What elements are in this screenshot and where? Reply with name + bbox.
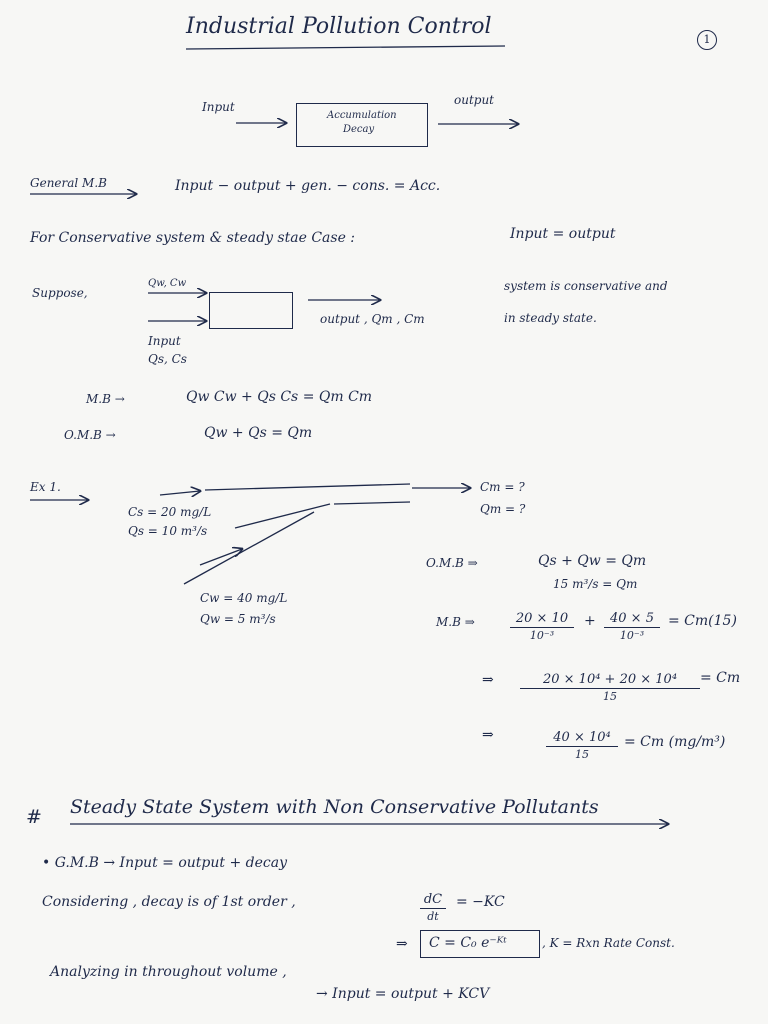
main-pipe-lower [334, 502, 410, 504]
qs-value: Qs = 10 m³/s [128, 524, 208, 538]
conservative-equation: Input = output [510, 226, 616, 242]
fraction-2 [604, 611, 660, 642]
note-line2: in steady state. [504, 311, 597, 325]
system-box [209, 292, 293, 329]
trib-upper [235, 504, 330, 528]
ex-omb-eq2: 15 m³/s = Qm [553, 577, 638, 591]
conservative-text: For Conservative system & steady stae Case : [30, 230, 356, 246]
qs-label: Qs, Cs [148, 352, 187, 366]
fraction-3 [520, 672, 700, 703]
gmb-label: General M.B [30, 176, 107, 190]
fraction-4-num: 40 × 10⁴ [546, 730, 618, 747]
gmb-equation: Input − output + gen. − cons. = Acc. [175, 178, 441, 194]
main-pipe [205, 484, 410, 490]
box-line2: Decay [343, 124, 375, 135]
fraction-4-den: 15 [575, 748, 589, 761]
page-title: Industrial Pollution Control [186, 14, 492, 39]
fraction-1-den: 10⁻³ [529, 629, 555, 642]
fraction-2-num: 40 × 5 [604, 611, 660, 628]
rhs-2: = Cm [700, 670, 741, 686]
solution-box [420, 930, 540, 958]
mb-equation: Qw Cw + Qs Cs = Qm Cm [186, 389, 373, 405]
solution-arrow: ⇒ [396, 936, 408, 952]
omb-label: O.M.B → [64, 428, 116, 442]
accumulation-box [296, 103, 428, 147]
omb-equation: Qw + Qs = Qm [204, 425, 313, 441]
trib-lower [184, 512, 314, 584]
input-label: Input [202, 100, 235, 114]
fraction-1-num: 20 × 10 [510, 611, 574, 628]
qw-label: Qw, Cw [148, 278, 187, 289]
derivative-den: dt [427, 910, 439, 923]
k-note: , K = Rxn Rate Const. [542, 936, 675, 950]
cs-arrow [160, 491, 200, 495]
fraction-3-den: 15 [603, 690, 617, 703]
ex-mb-label: M.B ⇒ [436, 615, 475, 629]
bottom-input-label: Input [148, 334, 181, 348]
plus-sign: + [584, 613, 596, 629]
ex-omb-label: O.M.B ⇒ [426, 556, 478, 570]
derivative-rhs: = −KC [456, 894, 505, 910]
mb-label: M.B → [86, 392, 125, 406]
gmb-decay: • G.M.B → Input = output + decay [42, 855, 287, 871]
title-underline [186, 46, 505, 49]
implies-arrow-2: ⇒ [482, 727, 494, 743]
analyzing-text: Analyzing in throughout volume , [50, 964, 287, 980]
cw-arrow [200, 549, 242, 565]
section-hash: # [26, 806, 42, 828]
fraction-1 [510, 611, 574, 642]
system-output-label: output , Qm , Cm [320, 312, 425, 326]
ex-omb-eq1: Qs + Qw = Qm [538, 553, 647, 569]
rhs-1: = Cm(15) [668, 613, 737, 629]
fraction-3-num: 20 × 10⁴ + 20 × 10⁴ [520, 672, 700, 689]
output-label: output [454, 93, 495, 107]
fraction-4 [546, 730, 618, 761]
fraction-2-den: 10⁻³ [619, 629, 645, 642]
qm-label: Qm = ? [480, 502, 526, 516]
solution-equation: C = C₀ e⁻ᴷᵗ [429, 935, 507, 951]
derivative [420, 892, 446, 923]
example-label: Ex 1. [30, 480, 61, 494]
page-number: 1 [697, 30, 717, 50]
cm-label: Cm = ? [480, 480, 525, 494]
section-heading: Steady State System with Non Conservative Pollutants [70, 796, 599, 818]
qw-value: Qw = 5 m³/s [200, 612, 276, 626]
note-line1: system is conservative and [504, 279, 668, 293]
implies-arrow-1: ⇒ [482, 672, 494, 688]
box-line1: Accumulation [327, 110, 397, 121]
derivative-num: dC [420, 892, 446, 909]
final-equation: → Input = output + KCV [316, 986, 490, 1002]
considering-text: Considering , decay is of 1st order , [42, 894, 296, 910]
rhs-3: = Cm (mg/m³) [624, 734, 726, 750]
cs-label: Cs = 20 mg/L [128, 505, 212, 519]
suppose-label: Suppose, [32, 286, 88, 300]
cw-label: Cw = 40 mg/L [200, 591, 288, 605]
